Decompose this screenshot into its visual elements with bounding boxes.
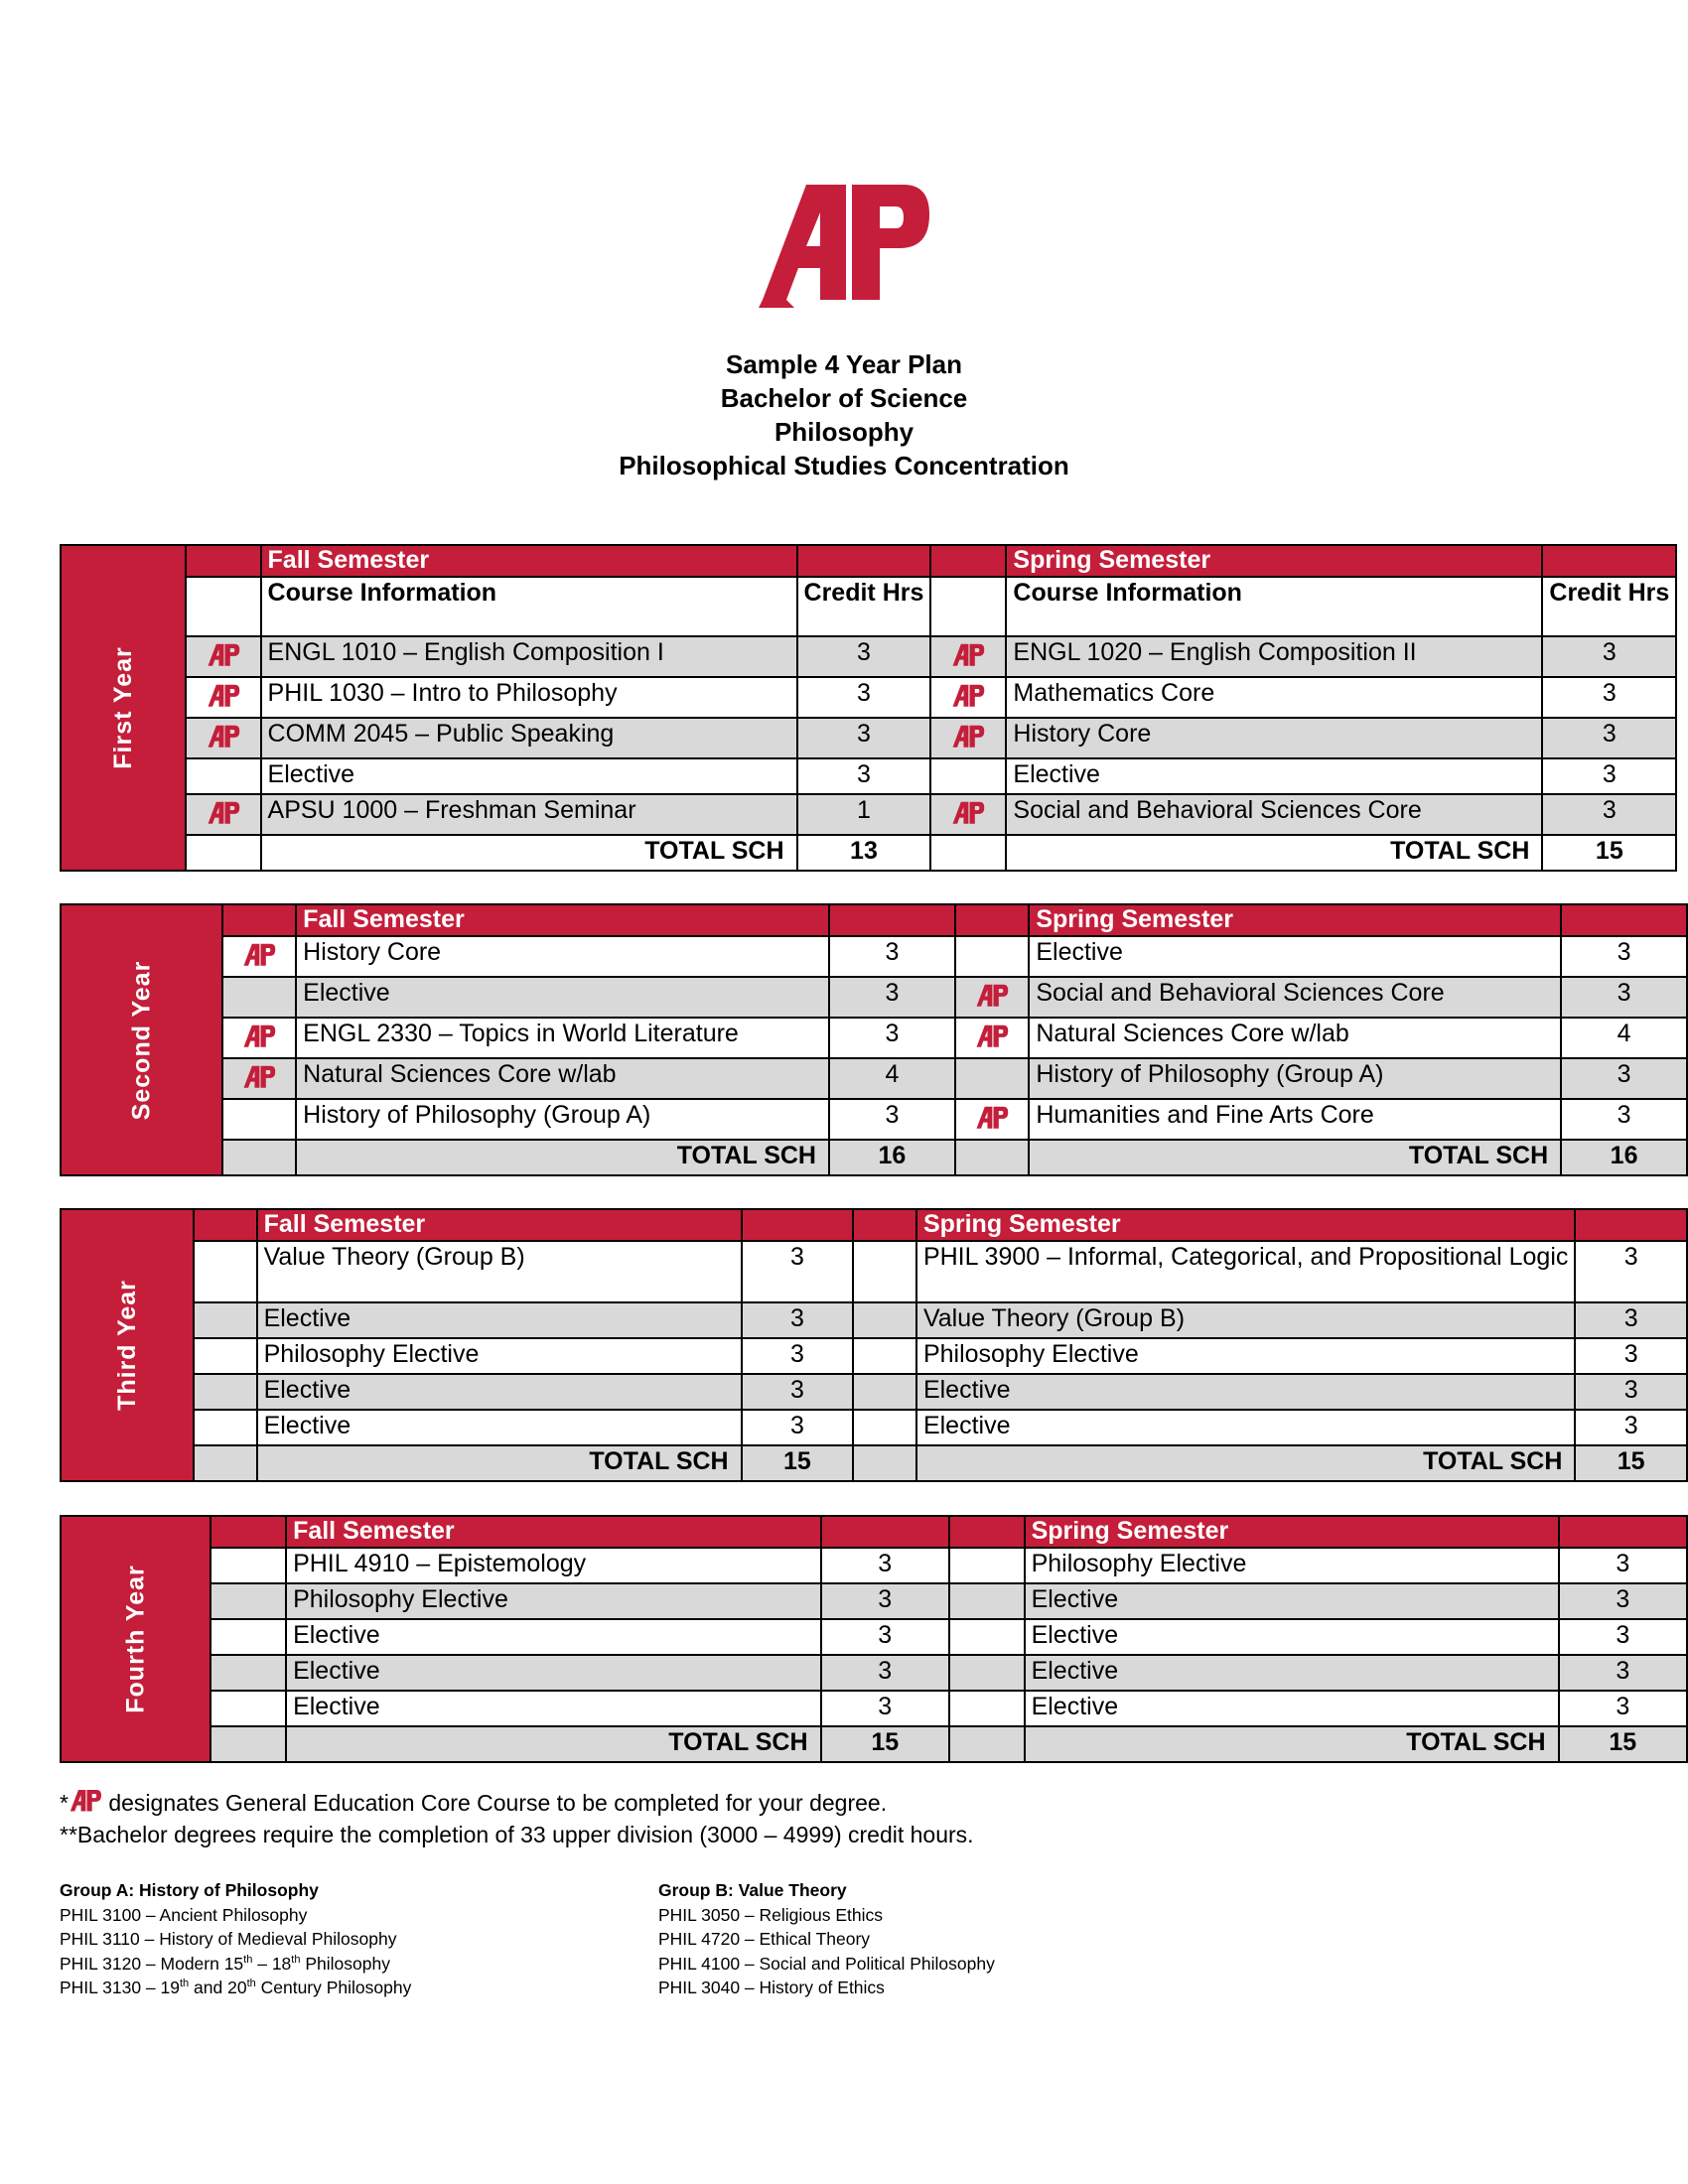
table-row xyxy=(61,794,1676,835)
table-row xyxy=(61,1619,1687,1655)
credit-hrs-heading: Credit Hrs xyxy=(797,577,931,636)
header-blank xyxy=(829,904,955,936)
table-row xyxy=(61,1548,1687,1583)
year-label-cell xyxy=(61,1209,194,1481)
upper-division-note: **Bachelor degrees require the completion of 33 upper division (3000 – 4999) credit hours. xyxy=(60,1822,974,1847)
header-blank xyxy=(797,545,931,577)
spring-course: ENGL 1020 – English Composition II xyxy=(1006,636,1542,677)
fall-credits: 3 xyxy=(829,1099,955,1140)
blank-cell xyxy=(211,1726,286,1762)
year-label: Second Year xyxy=(127,960,156,1120)
table-row xyxy=(61,1583,1687,1619)
fall-course: APSU 1000 – Freshman Seminar xyxy=(261,794,797,835)
fall-credits: 3 xyxy=(797,636,931,677)
fall-semester-heading: Fall Semester xyxy=(296,904,829,936)
core-icon-cell xyxy=(930,636,1006,677)
core-icon-cell xyxy=(211,1548,286,1583)
spring-credits: 3 xyxy=(1542,636,1676,677)
fall-total-value: 15 xyxy=(742,1445,854,1481)
blank-cell xyxy=(930,835,1006,871)
core-icon-cell xyxy=(194,1410,257,1445)
blank-cell xyxy=(194,1445,257,1481)
year-table xyxy=(60,1515,1688,1763)
ap-logo-icon xyxy=(975,1109,1009,1137)
year-label: First Year xyxy=(108,646,137,769)
core-icon-cell xyxy=(955,1058,1030,1099)
blank-cell xyxy=(186,835,261,871)
header-blank xyxy=(1542,545,1676,577)
fall-course: Philosophy Elective xyxy=(286,1583,820,1619)
fall-course: Value Theory (Group B) xyxy=(257,1241,742,1302)
core-icon-cell xyxy=(930,794,1006,835)
fall-credits: 3 xyxy=(829,1018,955,1058)
group-a-item: PHIL 3120 – Modern 15th – 18th Philosophy xyxy=(60,1953,390,1974)
ap-logo-icon xyxy=(755,169,933,308)
fall-credits: 3 xyxy=(821,1655,949,1691)
ap-logo-icon xyxy=(242,946,276,974)
ap-logo-icon xyxy=(975,987,1009,1015)
core-icon-cell xyxy=(853,1241,916,1302)
table-row xyxy=(61,1410,1687,1445)
spring-credits: 3 xyxy=(1561,977,1687,1018)
spring-credits: 3 xyxy=(1561,936,1687,977)
blank-cell xyxy=(222,1140,297,1175)
header-blank xyxy=(186,545,261,577)
fall-course: History Core xyxy=(296,936,829,977)
core-icon-cell xyxy=(930,677,1006,718)
core-icon-cell xyxy=(194,1302,257,1338)
ap-logo-icon xyxy=(951,728,985,755)
core-icon-cell xyxy=(222,977,297,1018)
table-row xyxy=(61,1241,1687,1302)
core-icon-cell xyxy=(194,1241,257,1302)
table-row xyxy=(61,1338,1687,1374)
header-blank xyxy=(742,1209,854,1241)
ap-logo-icon xyxy=(951,687,985,715)
blank-cell xyxy=(955,1140,1030,1175)
core-icon-cell xyxy=(222,1058,297,1099)
core-icon-cell xyxy=(194,1374,257,1410)
spring-course: Elective xyxy=(1025,1619,1559,1655)
blank-cell xyxy=(949,1726,1025,1762)
spring-course: Elective xyxy=(1029,936,1561,977)
core-icon-cell xyxy=(211,1619,286,1655)
fall-course: Natural Sciences Core w/lab xyxy=(296,1058,829,1099)
spring-credits: 3 xyxy=(1559,1655,1687,1691)
year-table xyxy=(60,903,1688,1176)
core-icon-cell xyxy=(211,1655,286,1691)
ap-logo-icon xyxy=(207,687,240,715)
spring-total-value: 15 xyxy=(1559,1726,1687,1762)
header-blank xyxy=(1575,1209,1687,1241)
table-row xyxy=(61,636,1676,677)
spring-semester-heading: Spring Semester xyxy=(916,1209,1575,1241)
year-label-cell xyxy=(61,545,186,871)
spring-credits: 4 xyxy=(1561,1018,1687,1058)
spring-credits: 3 xyxy=(1542,794,1676,835)
year-label-cell xyxy=(61,904,222,1175)
blank-cell xyxy=(186,577,261,636)
table-row xyxy=(61,1058,1687,1099)
year-label: Third Year xyxy=(112,1280,141,1411)
table-row xyxy=(61,1374,1687,1410)
header-blank xyxy=(853,1209,916,1241)
spring-credits: 3 xyxy=(1542,718,1676,758)
ap-logo-icon xyxy=(975,1027,1009,1055)
spring-total-value: 15 xyxy=(1542,835,1676,871)
header-blank xyxy=(1561,904,1687,936)
core-icon-cell xyxy=(186,718,261,758)
header-blank xyxy=(222,904,297,936)
spring-course: Elective xyxy=(916,1374,1575,1410)
fall-course: Elective xyxy=(261,758,797,794)
fall-course: ENGL 1010 – English Composition I xyxy=(261,636,797,677)
fall-course: PHIL 1030 – Intro to Philosophy xyxy=(261,677,797,718)
spring-total-value: 15 xyxy=(1575,1445,1687,1481)
group-b-item: PHIL 3050 – Religious Ethics xyxy=(658,1904,884,1925)
group-b-item: PHIL 4720 – Ethical Theory xyxy=(658,1929,871,1949)
course-info-heading: Course Information xyxy=(261,577,797,636)
core-icon-cell xyxy=(222,936,297,977)
core-icon-cell xyxy=(853,1374,916,1410)
fall-course: COMM 2045 – Public Speaking xyxy=(261,718,797,758)
table-row xyxy=(61,677,1676,718)
fall-credits: 4 xyxy=(829,1058,955,1099)
spring-course: PHIL 3900 – Informal, Categorical, and Propositional Logic xyxy=(916,1241,1575,1302)
core-icon-cell xyxy=(211,1583,286,1619)
title-line: Bachelor of Science xyxy=(720,383,968,413)
spring-credits: 3 xyxy=(1561,1099,1687,1140)
core-icon-cell xyxy=(853,1302,916,1338)
group-a-item: PHIL 3130 – 19th and 20th Century Philosophy xyxy=(60,1978,412,1997)
table-row xyxy=(61,1018,1687,1058)
blank-cell xyxy=(853,1445,916,1481)
spring-credits: 3 xyxy=(1559,1619,1687,1655)
table-row xyxy=(61,718,1676,758)
fall-total-label: TOTAL SCH xyxy=(296,1140,829,1175)
fall-credits: 3 xyxy=(829,936,955,977)
spring-credits: 3 xyxy=(1561,1058,1687,1099)
year-label: Fourth Year xyxy=(121,1565,150,1713)
spring-course: Social and Behavioral Sciences Core xyxy=(1006,794,1542,835)
core-icon-cell xyxy=(949,1583,1025,1619)
core-icon-cell xyxy=(955,936,1030,977)
table-row xyxy=(61,977,1687,1018)
group-b-item: PHIL 4100 – Social and Political Philosophy xyxy=(658,1953,995,1974)
ap-logo-icon xyxy=(242,1068,276,1096)
spring-course: Elective xyxy=(1006,758,1542,794)
spring-course: Social and Behavioral Sciences Core xyxy=(1029,977,1561,1018)
core-icon-cell xyxy=(186,794,261,835)
spring-credits: 3 xyxy=(1575,1374,1687,1410)
fall-course: History of Philosophy (Group A) xyxy=(296,1099,829,1140)
fall-total-value: 15 xyxy=(821,1726,949,1762)
fall-course: Elective xyxy=(257,1374,742,1410)
spring-course: Elective xyxy=(1025,1691,1559,1726)
core-icon-cell xyxy=(186,677,261,718)
fall-semester-heading: Fall Semester xyxy=(286,1516,820,1548)
spring-course: Elective xyxy=(1025,1583,1559,1619)
fall-semester-heading: Fall Semester xyxy=(257,1209,742,1241)
spring-course: Value Theory (Group B) xyxy=(916,1302,1575,1338)
group-a-title: Group A: History of Philosophy xyxy=(60,1880,319,1900)
spring-course: Philosophy Elective xyxy=(1025,1548,1559,1583)
spring-credits: 3 xyxy=(1542,677,1676,718)
asterisk: * xyxy=(60,1790,69,1816)
credit-hrs-heading: Credit Hrs xyxy=(1542,577,1676,636)
table-row xyxy=(61,1302,1687,1338)
fall-semester-heading: Fall Semester xyxy=(261,545,797,577)
header-blank xyxy=(1559,1516,1687,1548)
table-row xyxy=(61,936,1687,977)
spring-total-label: TOTAL SCH xyxy=(916,1445,1575,1481)
ap-logo-icon xyxy=(207,728,240,755)
title-line: Sample 4 Year Plan xyxy=(726,349,962,379)
spring-course: Philosophy Elective xyxy=(916,1338,1575,1374)
total-row xyxy=(61,835,1676,871)
group-a xyxy=(60,1878,411,2000)
spring-course: Natural Sciences Core w/lab xyxy=(1029,1018,1561,1058)
ap-logo-icon xyxy=(207,804,240,832)
fall-credits: 3 xyxy=(742,1374,854,1410)
core-icon-cell xyxy=(186,758,261,794)
spring-credits: 3 xyxy=(1575,1338,1687,1374)
core-icon-cell xyxy=(194,1338,257,1374)
fall-credits: 3 xyxy=(797,718,931,758)
group-a-item: PHIL 3110 – History of Medieval Philosophy xyxy=(60,1929,397,1949)
ap-logo-icon xyxy=(951,646,985,674)
header-blank xyxy=(821,1516,949,1548)
group-b-item: PHIL 3040 – History of Ethics xyxy=(658,1978,885,1997)
fall-total-label: TOTAL SCH xyxy=(286,1726,820,1762)
year-table xyxy=(60,544,1677,872)
spring-total-label: TOTAL SCH xyxy=(1025,1726,1559,1762)
header-blank xyxy=(194,1209,257,1241)
core-icon-cell xyxy=(186,636,261,677)
core-icon-cell xyxy=(955,1099,1030,1140)
ap-logo-icon xyxy=(951,804,985,832)
fall-course: Elective xyxy=(257,1302,742,1338)
table-row xyxy=(61,1099,1687,1140)
fall-credits: 3 xyxy=(797,758,931,794)
total-row xyxy=(61,1445,1687,1481)
ap-logo-icon xyxy=(69,1790,102,1816)
header-blank xyxy=(930,545,1006,577)
core-icon-cell xyxy=(211,1691,286,1726)
spring-credits: 3 xyxy=(1559,1548,1687,1583)
fall-course: Elective xyxy=(286,1655,820,1691)
core-icon-cell xyxy=(853,1410,916,1445)
ap-logo-icon xyxy=(207,646,240,674)
spring-credits: 3 xyxy=(1542,758,1676,794)
fall-credits: 3 xyxy=(829,977,955,1018)
core-note xyxy=(60,1787,974,1819)
spring-semester-heading: Spring Semester xyxy=(1029,904,1561,936)
fall-credits: 3 xyxy=(821,1583,949,1619)
core-icon-cell xyxy=(222,1018,297,1058)
group-a-item: PHIL 3100 – Ancient Philosophy xyxy=(60,1904,308,1925)
fall-credits: 3 xyxy=(821,1548,949,1583)
total-row xyxy=(61,1726,1687,1762)
fall-total-label: TOTAL SCH xyxy=(257,1445,742,1481)
spring-course: Humanities and Fine Arts Core xyxy=(1029,1099,1561,1140)
fall-total-label: TOTAL SCH xyxy=(261,835,797,871)
fall-course: Elective xyxy=(257,1410,742,1445)
spring-course: Elective xyxy=(916,1410,1575,1445)
fall-credits: 3 xyxy=(742,1302,854,1338)
core-icon-cell xyxy=(949,1691,1025,1726)
core-icon-cell xyxy=(949,1619,1025,1655)
footnotes xyxy=(60,1787,974,1850)
spring-credits: 3 xyxy=(1575,1410,1687,1445)
blank-cell xyxy=(930,577,1006,636)
core-icon-cell xyxy=(949,1655,1025,1691)
core-note-text: designates General Education Core Course to be completed for your degree. xyxy=(108,1790,888,1816)
fall-course: Elective xyxy=(296,977,829,1018)
year-label-cell xyxy=(61,1516,211,1762)
fall-credits: 3 xyxy=(821,1691,949,1726)
group-b xyxy=(658,1878,995,2000)
core-icon-cell xyxy=(949,1548,1025,1583)
fall-credits: 3 xyxy=(742,1241,854,1302)
core-icon-cell xyxy=(955,1018,1030,1058)
fall-total-value: 16 xyxy=(829,1140,955,1175)
spring-total-label: TOTAL SCH xyxy=(1006,835,1542,871)
spring-credits: 3 xyxy=(1575,1302,1687,1338)
table-row xyxy=(61,758,1676,794)
title-line: Philosophical Studies Concentration xyxy=(619,451,1069,480)
fall-credits: 3 xyxy=(742,1338,854,1374)
fall-credits: 3 xyxy=(742,1410,854,1445)
course-info-heading: Course Information xyxy=(1006,577,1542,636)
fall-credits: 1 xyxy=(797,794,931,835)
spring-total-label: TOTAL SCH xyxy=(1029,1140,1561,1175)
spring-semester-heading: Spring Semester xyxy=(1006,545,1542,577)
spring-course: Mathematics Core xyxy=(1006,677,1542,718)
group-b-title: Group B: Value Theory xyxy=(658,1880,847,1900)
core-icon-cell xyxy=(222,1099,297,1140)
fall-credits: 3 xyxy=(821,1619,949,1655)
fall-course: ENGL 2330 – Topics in World Literature xyxy=(296,1018,829,1058)
table-row xyxy=(61,1655,1687,1691)
spring-course: Elective xyxy=(1025,1655,1559,1691)
spring-course: History of Philosophy (Group A) xyxy=(1029,1058,1561,1099)
table-row xyxy=(61,1691,1687,1726)
header-blank xyxy=(211,1516,286,1548)
year-table xyxy=(60,1208,1688,1482)
spring-credits: 3 xyxy=(1559,1691,1687,1726)
fall-course: Philosophy Elective xyxy=(257,1338,742,1374)
spring-total-value: 16 xyxy=(1561,1140,1687,1175)
spring-semester-heading: Spring Semester xyxy=(1025,1516,1559,1548)
spring-credits: 3 xyxy=(1575,1241,1687,1302)
core-icon-cell xyxy=(955,977,1030,1018)
fall-course: Elective xyxy=(286,1619,820,1655)
document-titles xyxy=(0,347,1688,482)
core-icon-cell xyxy=(853,1338,916,1374)
core-icon-cell xyxy=(930,718,1006,758)
spring-course: History Core xyxy=(1006,718,1542,758)
title-line: Philosophy xyxy=(774,417,914,447)
ap-logo-icon xyxy=(242,1027,276,1055)
fall-course: Elective xyxy=(286,1691,820,1726)
header-blank xyxy=(955,904,1030,936)
core-icon-cell xyxy=(930,758,1006,794)
fall-credits: 3 xyxy=(797,677,931,718)
spring-credits: 3 xyxy=(1559,1583,1687,1619)
fall-course: PHIL 4910 – Epistemology xyxy=(286,1548,820,1583)
header-blank xyxy=(949,1516,1025,1548)
total-row xyxy=(61,1140,1687,1175)
fall-total-value: 13 xyxy=(797,835,931,871)
